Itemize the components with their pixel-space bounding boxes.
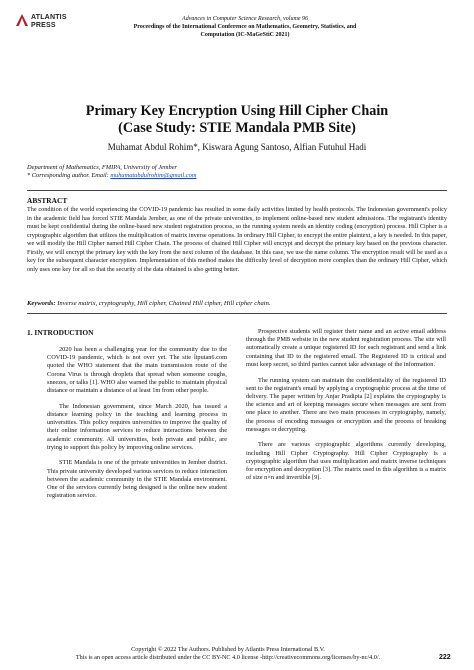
paragraph: Prospective students will register their name and an active email address through the PMB website in the new student registration process. The site will automatically create a unique registered ID for each registrant and send a link containing that ID to the registered email. The Registered ID is critical and must keep secret, so third parties cannot take advantage of the information. — [246, 328, 446, 368]
license-line: This is an open access article distributed under the CC BY-NC 4.0 license -http://creativecommons.org/licenses/by-nc/4.0/. — [75, 654, 381, 661]
introduction-heading: 1. INTRODUCTION — [27, 328, 94, 337]
page-number: 222 — [439, 654, 451, 661]
page-footer — [16, 646, 440, 662]
proceedings-line-2: Computation (IC-MaGeStiC 2021) — [200, 32, 290, 38]
atlantis-logo-icon — [16, 14, 28, 26]
paper-title — [40, 103, 434, 137]
paragraph: The Indonesian government, since March 2020, has issued a distance learning policy in the teaching and learning process in universities. This policy requires universities to improve the quality of their online information services to reduce interactions between the academic community. All universities, both private and public, are trying to support this policy by improving online services. — [47, 402, 227, 451]
keywords-line — [27, 300, 447, 307]
publisher-logo — [16, 14, 67, 30]
paragraph: There are various cryptographic algorithms currently developing, including Hill Cipher Cryptography. Hill Cipher Cryptography is a cryptographic algorithm that uses multiplication and matrix inverse techniques for encryption and decryption [3]. The matrix used in this algorithm is a matrix of size n×n and invertible [9]. — [246, 441, 446, 482]
paragraph: STIE Mandala is one of the private universities in Jember district. This private university developed various services to reduce interaction between the academic community in the STIE Mandala environment. One of the services currently being designed is the online new student registration service. — [47, 459, 227, 500]
title-line-1: Primary Key Encryption Using Hill Cipher Chain — [85, 103, 389, 119]
keywords-bottom-rule — [27, 313, 447, 314]
corresponding-email-link[interactable]: muhamatabdulrohim@gmail.com — [110, 172, 197, 179]
author-list: Muhamat Abdul Rohim*, Kiswara Agung Santoso, Alfian Futuhul Hadi — [107, 142, 367, 152]
proceedings-line-1: Proceedings of the International Conference on Mathematics, Geometry, Statistics, and — [133, 24, 357, 30]
paragraph: 2020 has been a challenging year for the community due to the COVID-19 pandemic, which is not over yet. The site liputan6.com quoted the WHO statement that the main transmission route of the Corona Virus is through droplets that spread when someone coughs, sneezes, or talks [1]. WHO also warned the public to maintain physical distance or maintain a distance of at least 1m from other people. — [47, 346, 227, 395]
affiliation-block — [27, 164, 196, 180]
keywords-text: Inverse matrix, cryptography, Hill cipher, Chained Hill cipher, Hill cipher chain. — [57, 300, 271, 307]
keywords-label: Keywords: — [27, 300, 56, 307]
running-header — [90, 15, 400, 39]
right-column — [246, 328, 446, 490]
affiliation: Department of Mathematics, FMIPA, University of Jember — [27, 164, 178, 171]
abstract-heading: ABSTRACT — [27, 196, 68, 205]
paragraph: The running system can maintain the confidentiality of the registered ID sent to the registrant's email by applying a cryptographic process at the time of delivery. The paper written by Anjar Pradipta [2] explains the cryptography is the science and art of keeping messages secure when messages are sent from one place to another. There are two main processes in cryptography, namely, the process of encoding messages or encryption and the process of breaking messages or decrypting. — [246, 376, 446, 433]
abstract-text: The condition of the world experiencing the COVID-19 pandemic has resulted in some daily activities limited by health protocols. The Indonesian government's policy in the academic field has forced STIE Mandala Jember, as one of the private universities, to implement online-based new student admissions. The registrant's identity must be kept confidential during the online-based new student registration process, so the running system needs an identity coding (encryption) process. Hill Cipher is a cryptographic algorithm that utilizes the multiplication of matrix inverse operations. In ordinary Hill Cipher, to encrypt the entire plaintext, a key is needed. In this paper, we will modify the Hill Cipher named Hill Cipher Chain. The process of chained Hill Cipher will encrypt and decrypt the primary key based on the previous character. Firstly, we will encrypt the primary key with the key from the next column of the database. In this case, we use the name column. The encryption result will be used as a key for the subsequent character encryption. Implementation of this method makes the difficulty level of decryption more complex than the ordinary Hill Cipher, which only uses one key for all so that the security of the data obtained is also getting better. — [27, 206, 447, 273]
corresponding-author — [27, 172, 196, 180]
logo-line-2: PRESS — [31, 22, 56, 29]
left-column — [47, 346, 227, 508]
logo-line-1: ATLANTIS — [31, 14, 67, 21]
copyright-line: Copyright © 2022 The Authors. Published by Atlantis Press International B.V. — [131, 646, 325, 653]
series-name: Advances in Computer Science Research, volume 96 — [182, 16, 308, 22]
title-line-2: (Case Study: STIE Mandala PMB Site) — [118, 120, 356, 136]
abstract-top-rule — [27, 190, 447, 191]
corresponding-label: * Corresponding author. Email: — [27, 172, 109, 179]
